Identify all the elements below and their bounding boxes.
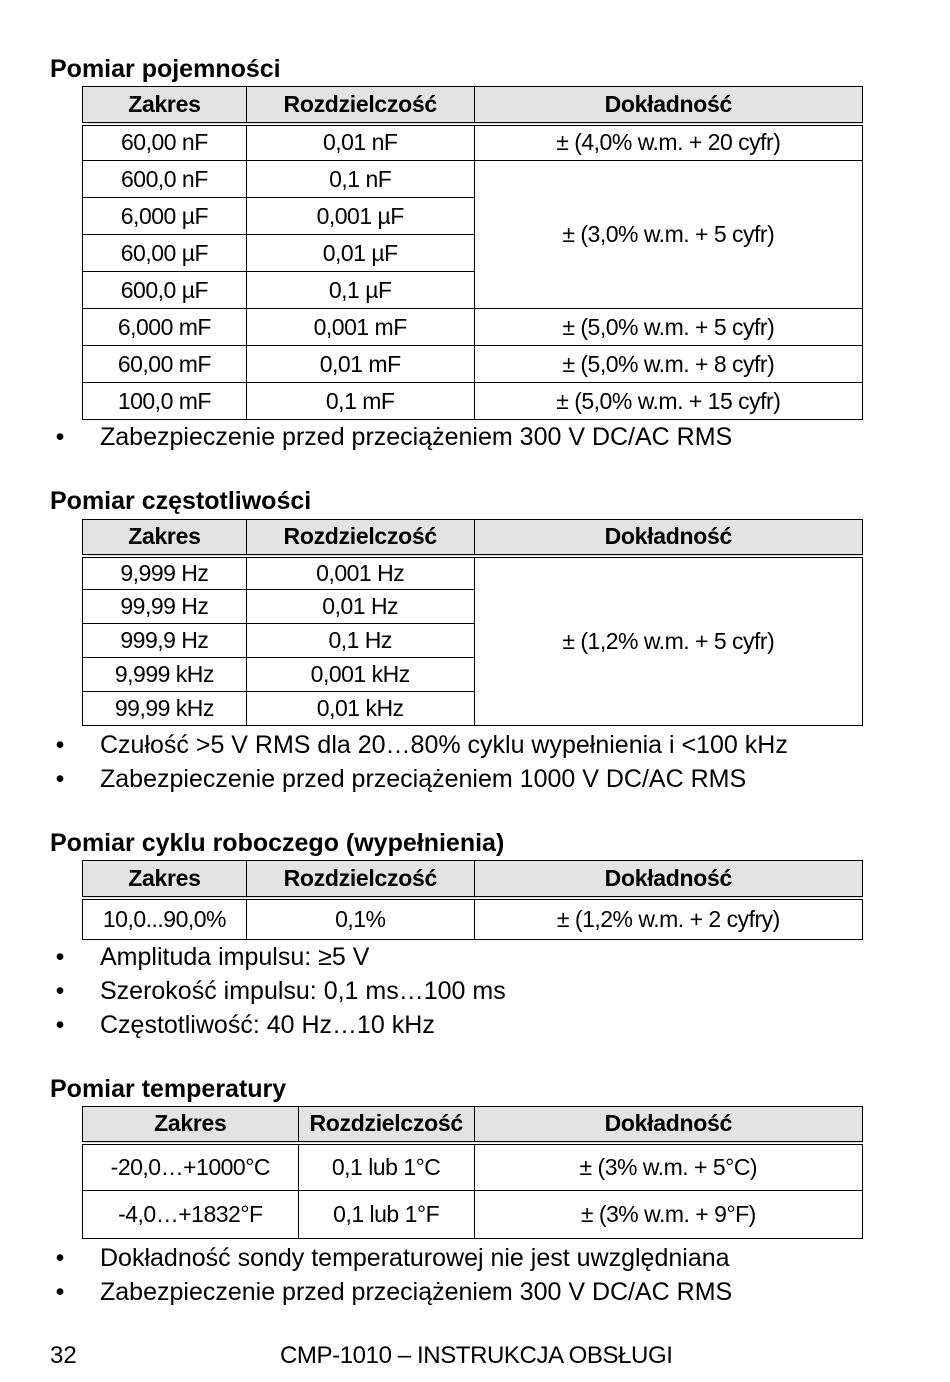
bullet-icon: • — [55, 765, 65, 793]
bullet-icon: • — [55, 943, 65, 971]
column-header-dokladnosc: Dokładność — [474, 1107, 862, 1143]
section-title-capacitance: Pomiar pojemności — [50, 55, 281, 83]
duty-cycle-table — [82, 860, 863, 940]
range-cell: 60,00 mF — [83, 346, 247, 383]
duty-cycle-notes — [50, 940, 506, 1042]
range-cell: 10,0...90,0% — [83, 898, 247, 940]
table-header-row — [83, 1107, 863, 1143]
range-cell: 6,000 µF — [83, 198, 247, 235]
temperature-notes — [50, 1241, 732, 1309]
list-item — [50, 420, 732, 454]
bullet-icon: • — [55, 1244, 65, 1272]
list-item — [50, 728, 788, 762]
frequency-notes — [50, 728, 788, 796]
accuracy-cell: ± (5,0% w.m. + 8 cyfr) — [474, 346, 862, 383]
table-row — [83, 898, 863, 940]
resolution-cell: 0,001 µF — [246, 198, 474, 235]
table-row — [83, 556, 863, 590]
table-header-row — [83, 87, 863, 124]
footer-document-title: CMP-1010 – INSTRUKCJA OBSŁUGI — [280, 1342, 673, 1369]
accuracy-cell: ± (3% w.m. + 5°C) — [474, 1143, 862, 1191]
table-row — [83, 161, 863, 198]
column-header-rozdzielczosc: Rozdzielczość — [246, 87, 474, 124]
capacitance-table — [82, 86, 863, 420]
list-item-text: Czułość >5 V RMS dla 20…80% cyklu wypełnienia i <100 kHz — [100, 731, 788, 759]
resolution-cell: 0,1 nF — [246, 161, 474, 198]
list-item — [50, 1008, 506, 1042]
range-cell: 600,0 nF — [83, 161, 247, 198]
list-item — [50, 762, 788, 796]
accuracy-cell: ± (1,2% w.m. + 5 cyfr) — [474, 556, 862, 726]
bullet-icon: • — [55, 731, 65, 759]
table-row — [83, 1143, 863, 1191]
range-cell: 9,999 kHz — [83, 658, 247, 692]
list-item-text: Zabezpieczenie przed przeciążeniem 1000 V DC/AC RMS — [100, 765, 747, 793]
bullet-icon: • — [55, 423, 65, 451]
list-item-text: Zabezpieczenie przed przeciążeniem 300 V DC/AC RMS — [100, 1278, 733, 1306]
frequency-table — [82, 519, 863, 726]
section-title-duty-cycle: Pomiar cyklu roboczego (wypełnienia) — [50, 829, 505, 857]
range-cell: 99,99 kHz — [83, 692, 247, 726]
accuracy-cell: ± (3,0% w.m. + 5 cyfr) — [474, 161, 862, 309]
range-cell: -20,0…+1000°C — [83, 1143, 299, 1191]
table-row — [83, 309, 863, 346]
resolution-cell: 0,1 lub 1°F — [298, 1191, 474, 1239]
range-cell: 100,0 mF — [83, 383, 247, 420]
resolution-cell: 0,01 kHz — [246, 692, 474, 726]
column-header-dokladnosc: Dokładność — [474, 861, 862, 898]
temperature-table — [82, 1106, 863, 1239]
table-header-row — [83, 520, 863, 556]
list-item — [50, 1275, 732, 1309]
range-cell: 60,00 nF — [83, 124, 247, 161]
column-header-zakres: Zakres — [83, 1107, 299, 1143]
column-header-dokladnosc: Dokładność — [474, 87, 862, 124]
bullet-icon: • — [55, 1278, 65, 1306]
list-item-text: Amplituda impulsu: ≥5 V — [100, 943, 370, 971]
resolution-cell: 0,001 mF — [246, 309, 474, 346]
range-cell: 600,0 µF — [83, 272, 247, 309]
resolution-cell: 0,01 nF — [246, 124, 474, 161]
page-number: 32 — [50, 1342, 77, 1369]
capacitance-notes — [50, 420, 732, 454]
range-cell: 9,999 Hz — [83, 556, 247, 590]
accuracy-cell: ± (3% w.m. + 9°F) — [474, 1191, 862, 1239]
accuracy-cell: ± (5,0% w.m. + 15 cyfr) — [474, 383, 862, 420]
column-header-dokladnosc: Dokładność — [474, 520, 862, 556]
resolution-cell: 0,01 Hz — [246, 590, 474, 624]
list-item — [50, 974, 506, 1008]
resolution-cell: 0,01 mF — [246, 346, 474, 383]
range-cell: 999,9 Hz — [83, 624, 247, 658]
section-title-temperature: Pomiar temperatury — [50, 1075, 287, 1103]
accuracy-cell: ± (5,0% w.m. + 5 cyfr) — [474, 309, 862, 346]
section-title-frequency: Pomiar częstotliwości — [50, 487, 312, 515]
resolution-cell: 0,01 µF — [246, 235, 474, 272]
table-row — [83, 124, 863, 161]
range-cell: -4,0…+1832°F — [83, 1191, 299, 1239]
resolution-cell: 0,1% — [246, 898, 474, 940]
list-item — [50, 1241, 732, 1275]
column-header-zakres: Zakres — [83, 520, 247, 556]
table-header-row — [83, 861, 863, 898]
column-header-zakres: Zakres — [83, 861, 247, 898]
column-header-rozdzielczosc: Rozdzielczość — [246, 861, 474, 898]
bullet-icon: • — [55, 1011, 65, 1039]
list-item-text: Zabezpieczenie przed przeciążeniem 300 V DC/AC RMS — [100, 423, 733, 451]
list-item-text: Szerokość impulsu: 0,1 ms…100 ms — [100, 977, 506, 1005]
list-item-text: Częstotliwość: 40 Hz…10 kHz — [100, 1011, 435, 1039]
column-header-zakres: Zakres — [83, 87, 247, 124]
resolution-cell: 0,1 mF — [246, 383, 474, 420]
resolution-cell: 0,001 Hz — [246, 556, 474, 590]
range-cell: 99,99 Hz — [83, 590, 247, 624]
table-row — [83, 346, 863, 383]
range-cell: 6,000 mF — [83, 309, 247, 346]
column-header-rozdzielczosc: Rozdzielczość — [298, 1107, 474, 1143]
accuracy-cell: ± (1,2% w.m. + 2 cyfry) — [474, 898, 862, 940]
accuracy-cell: ± (4,0% w.m. + 20 cyfr) — [474, 124, 862, 161]
bullet-icon: • — [55, 977, 65, 1005]
column-header-rozdzielczosc: Rozdzielczość — [246, 520, 474, 556]
resolution-cell: 0,1 lub 1°C — [298, 1143, 474, 1191]
list-item-text: Dokładność sondy temperaturowej nie jest uwzględniana — [100, 1244, 730, 1272]
resolution-cell: 0,1 Hz — [246, 624, 474, 658]
resolution-cell: 0,1 µF — [246, 272, 474, 309]
table-row — [83, 383, 863, 420]
table-row — [83, 1191, 863, 1239]
list-item — [50, 940, 506, 974]
resolution-cell: 0,001 kHz — [246, 658, 474, 692]
range-cell: 60,00 µF — [83, 235, 247, 272]
